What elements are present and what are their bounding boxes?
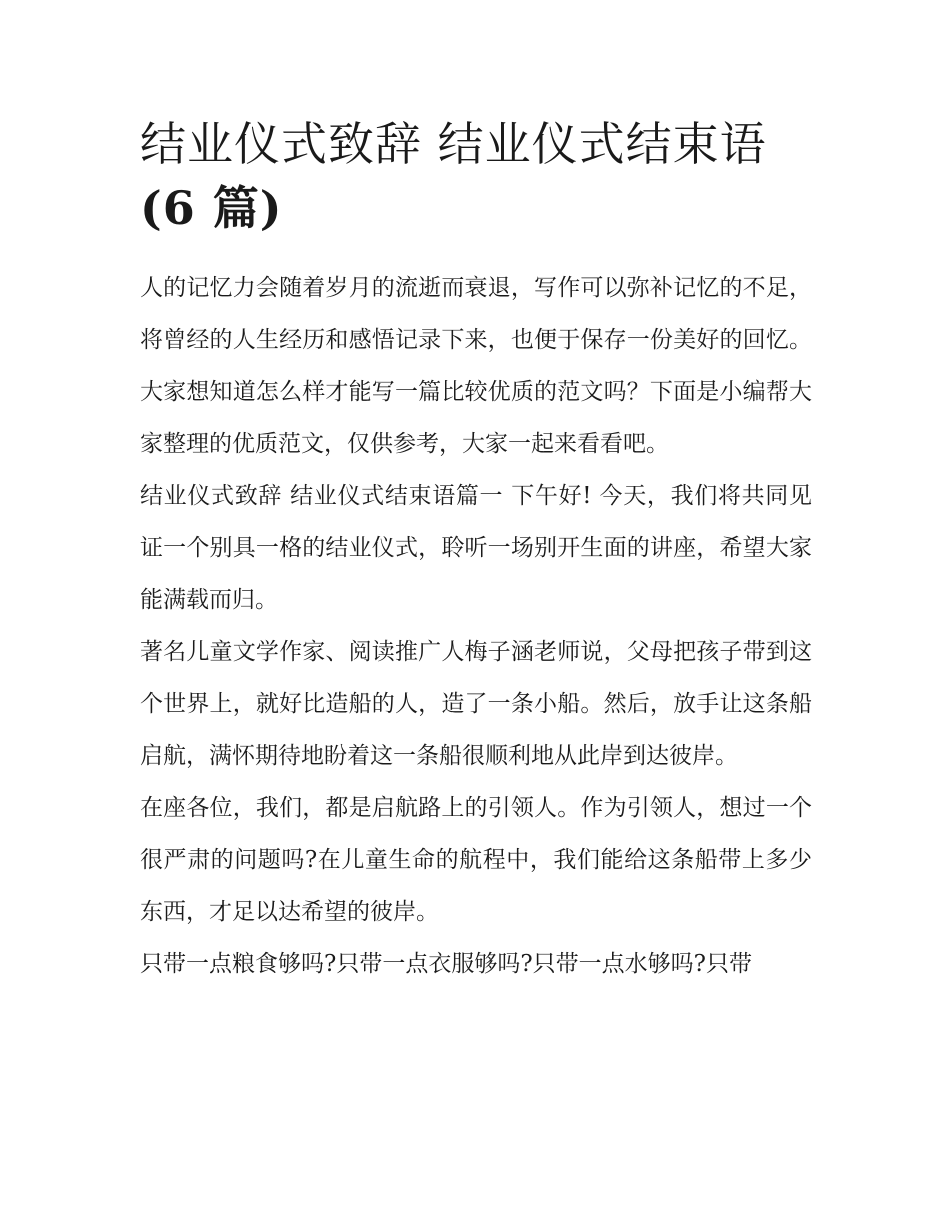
paragraph-questions: 只带一点粮食够吗?只带一点衣服够吗?只带一点水够吗?只带 [140,951,752,977]
paragraph-opening: 结业仪式致辞 结业仪式结束语篇一 下午好! 今天，我们将共同见证一个别具一格的结业仪式，聆听一场别开生面的讲座，希望大家能满载而归。 [140,483,812,613]
document-body [140,112,812,990]
title-main: 结业仪式致辞 结业仪式结束语 [140,117,767,171]
title-count: (6 篇) [140,181,283,235]
paragraph-intro: 人的记忆力会随着岁月的流逝而衰退，写作可以弥补记忆的不足，将曾经的人生经历和感悟记录下来，也便于保存一份美好的回忆。大家想知道怎么样才能写一篇比较优质的范文吗？下面是小编帮大家整理的优质范文，仅供参考，大家一起来看看吧。 [140,275,812,457]
page-title [140,112,812,240]
paragraph-quote: 著名儿童文学作家、阅读推广人梅子涵老师说，父母把孩子带到这个世界上，就好比造船的人，造了一条小船。然后，放手让这条船启航，满怀期待地盼着这一条船很顺利地从此岸到达彼岸。 [140,639,812,769]
paragraph-guides: 在座各位，我们，都是启航路上的引领人。作为引领人，想过一个很严肃的问题吗?在儿童生命的航程中，我们能给这条船带上多少东西，才足以达希望的彼岸。 [140,795,812,925]
